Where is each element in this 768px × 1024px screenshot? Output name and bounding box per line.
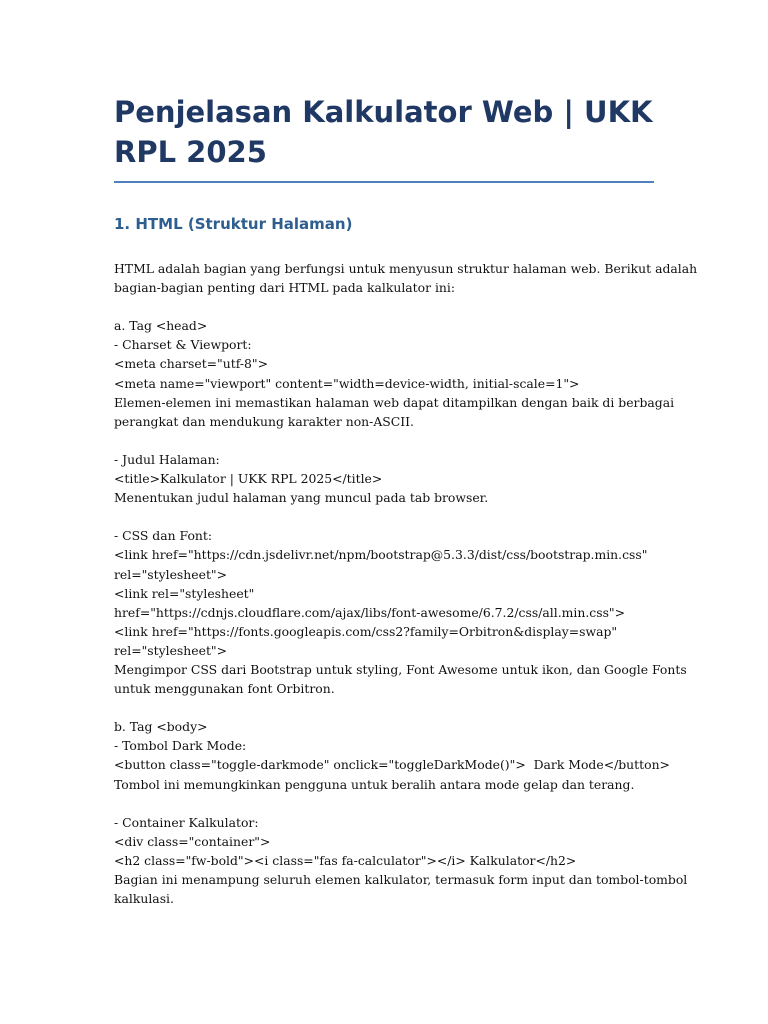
body-line: href="https://cdnjs.cloudflare.com/ajax/libs/font-awesome/6.7.2/css/all.min.css"> — [114, 604, 626, 620]
body-line: a. Tag <head> — [114, 318, 208, 334]
body-line: Bagian ini menampung seluruh elemen kalkulator, termasuk form input dan tombol-tombol — [114, 872, 688, 887]
body-line: <meta name="viewport" content="width=device-width, initial-scale=1"> — [114, 375, 580, 391]
body-line: kalkulasi. — [114, 891, 174, 907]
body-line: <button class="toggle-darkmode" onclick="toggleDarkMode()"> Dark Mode</button> — [114, 757, 670, 773]
body-line: bagian-bagian penting dari HTML pada kalkulator ini: — [114, 280, 456, 296]
blank-line — [114, 794, 654, 813]
body-line: Tombol ini memungkinkan pengguna untuk beralih antara mode gelap dan terang. — [114, 776, 635, 792]
body-line: - Tombol Dark Mode: — [114, 738, 247, 754]
body-line: - CSS dan Font: — [114, 528, 213, 544]
blank-line — [114, 431, 654, 450]
body-line: <div class="container"> — [114, 833, 271, 849]
document-body — [114, 259, 698, 908]
blank-line — [114, 507, 654, 526]
body-line: b. Tag <body> — [114, 719, 208, 735]
body-line: Mengimpor CSS dari Bootstrap untuk styling, Font Awesome untuk ikon, dan Google Fonts — [114, 661, 687, 677]
body-line: rel="stylesheet"> — [114, 566, 227, 582]
body-line: HTML adalah bagian yang berfungsi untuk menyusun struktur halaman web. Berikut adalah — [114, 261, 698, 276]
body-line: - Charset & Viewport: — [114, 337, 252, 353]
blank-line — [114, 698, 654, 717]
document-title: Penjelasan Kalkulator Web | UKK RPL 2025 — [114, 92, 654, 183]
body-line: <title>Kalkulator | UKK RPL 2025</title> — [114, 471, 383, 487]
blank-line — [114, 297, 654, 316]
body-line: untuk menggunakan font Orbitron. — [114, 681, 335, 697]
body-line: - Judul Halaman: — [114, 451, 220, 467]
body-line: rel="stylesheet"> — [114, 642, 227, 658]
body-line: - Container Kalkulator: — [114, 814, 259, 830]
body-line: <meta charset="utf-8"> — [114, 356, 269, 372]
body-line: Elemen-elemen ini memastikan halaman web dapat ditampilkan dengan baik di berbagai — [114, 394, 675, 410]
document-page — [114, 92, 698, 908]
section-heading: 1. HTML (Struktur Halaman) — [114, 215, 353, 233]
body-line: <h2 class="fw-bold"><i class="fas fa-calculator"></i> Kalkulator</h2> — [114, 852, 577, 868]
body-line: perangkat dan mendukung karakter non-ASCII. — [114, 413, 414, 429]
body-line: <link rel="stylesheet" — [114, 585, 255, 601]
body-line: Menentukan judul halaman yang muncul pada tab browser. — [114, 490, 489, 506]
body-line: <link href="https://fonts.googleapis.com/css2?family=Orbitron&display=swap" — [114, 623, 618, 639]
body-line: <link href="https://cdn.jsdelivr.net/npm/bootstrap@5.3.3/dist/css/bootstrap.min.css" — [114, 547, 648, 563]
